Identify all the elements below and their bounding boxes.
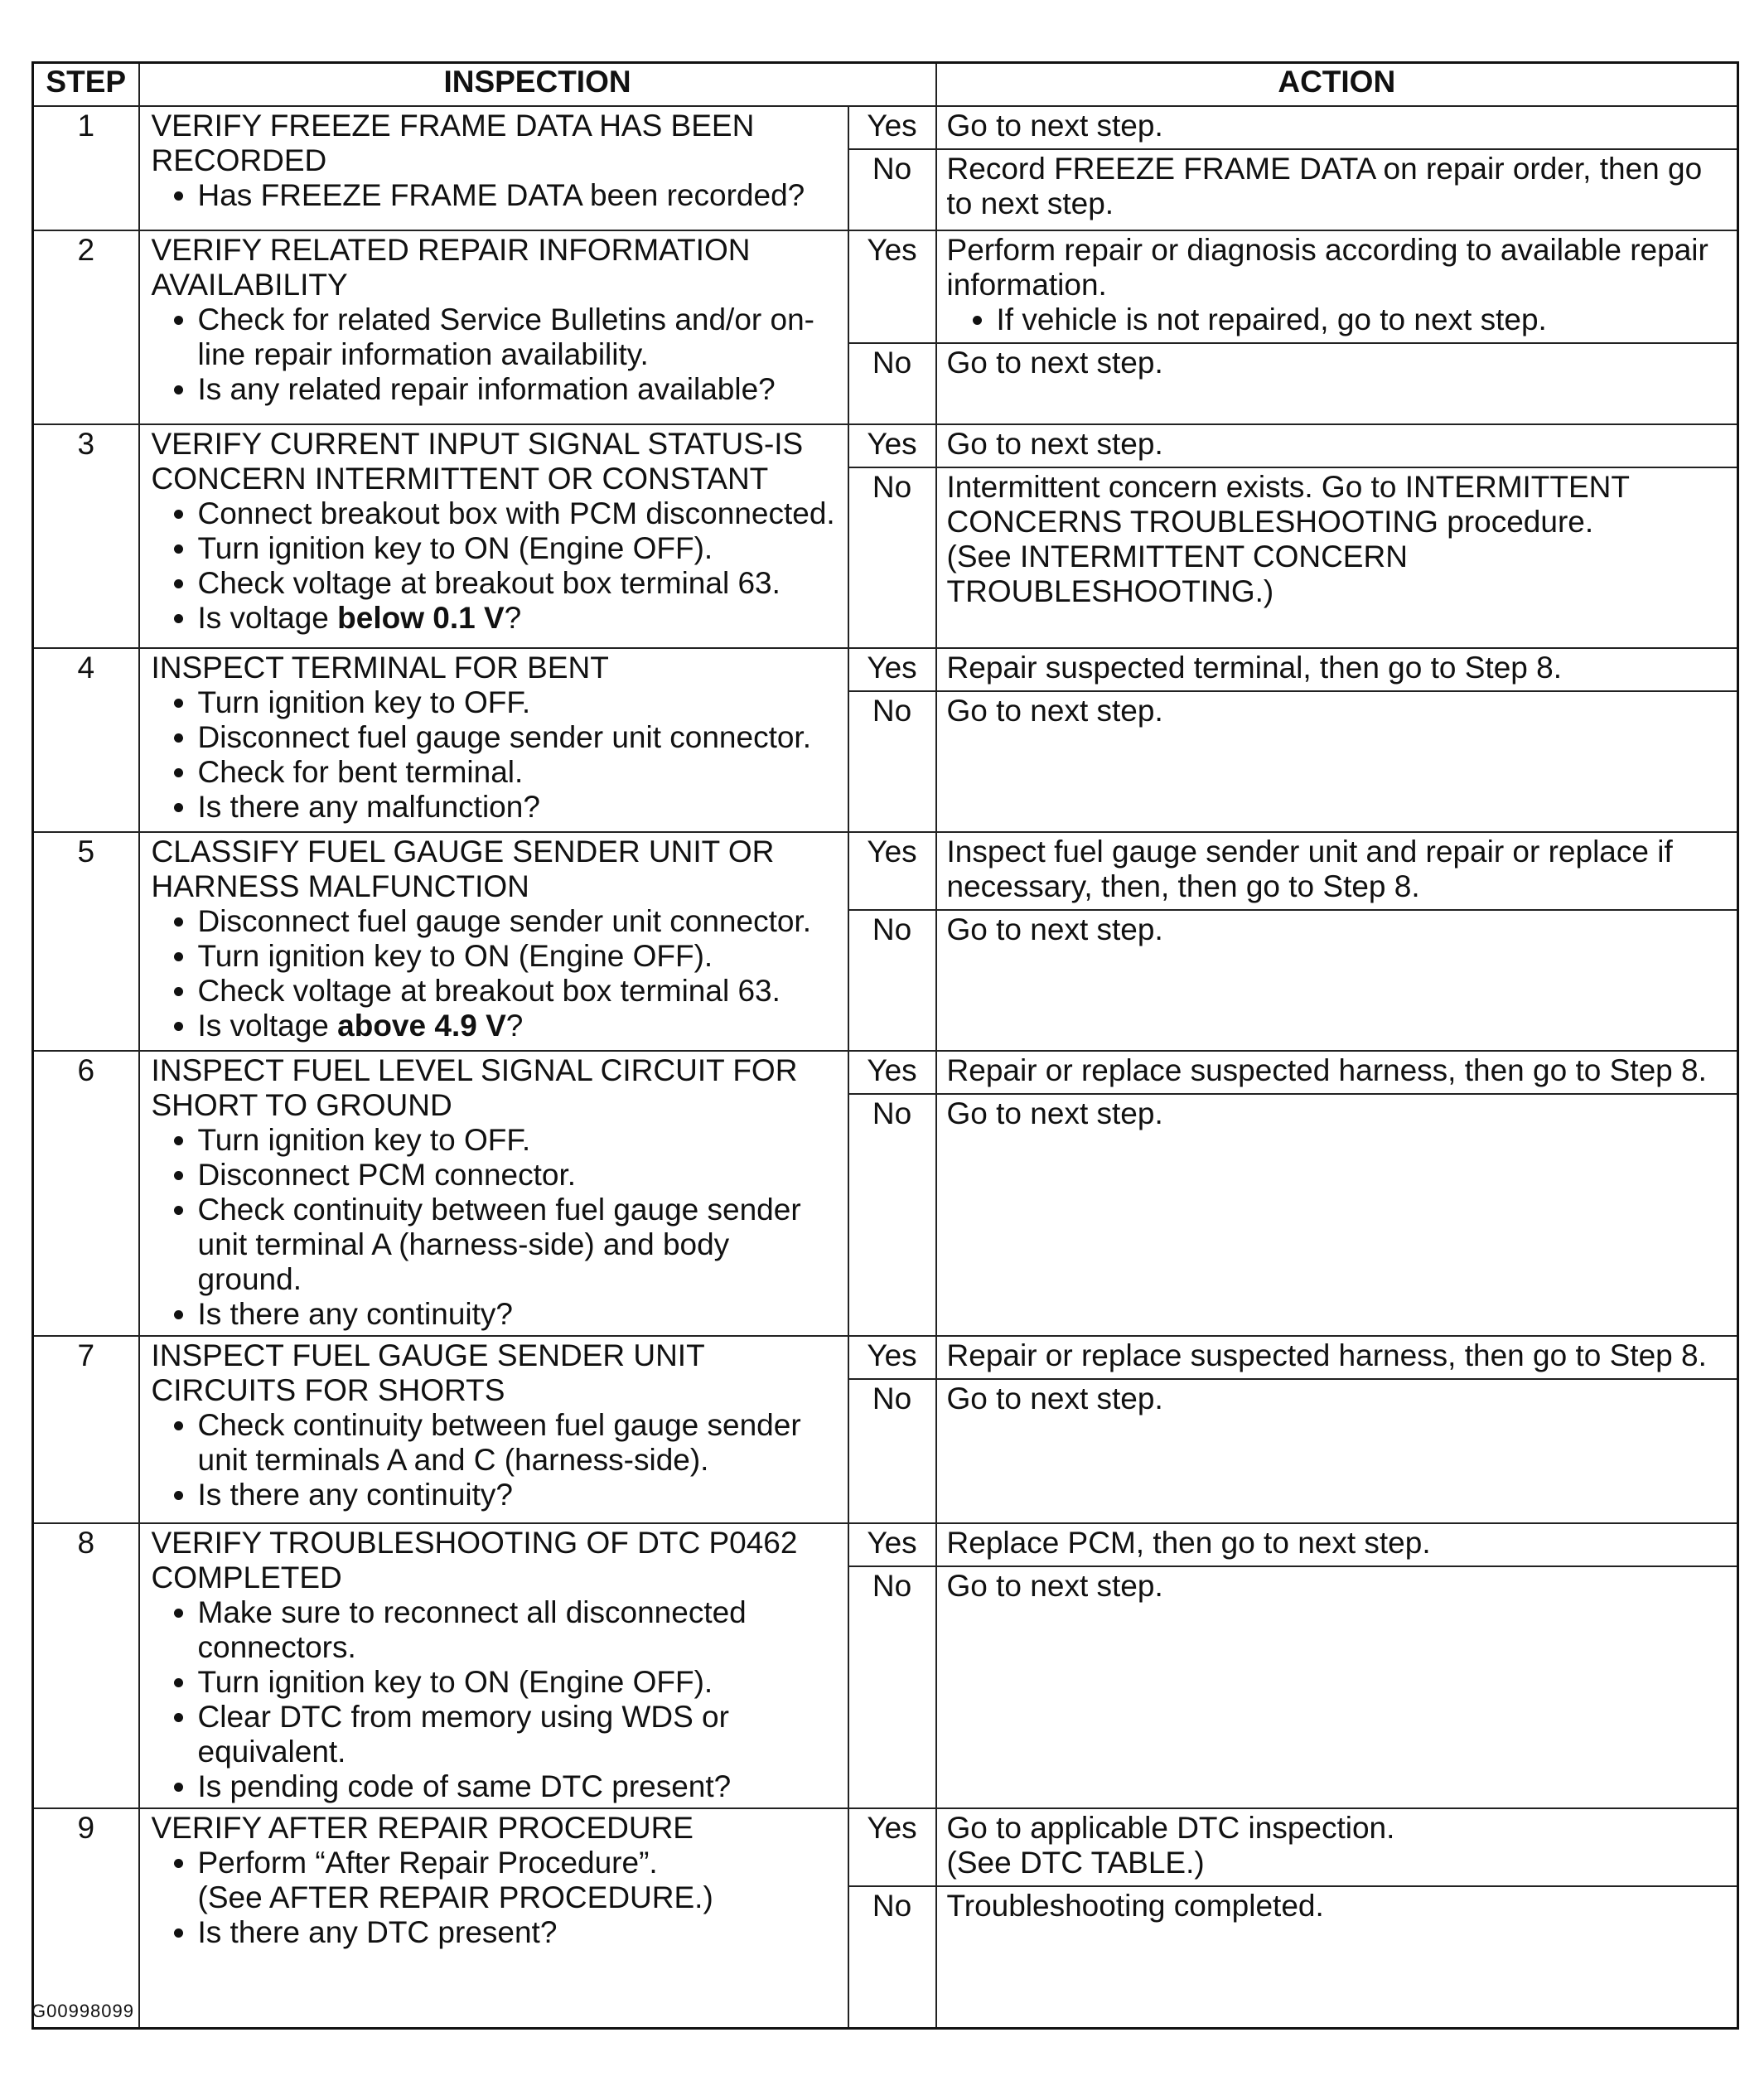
inspection-cell: [139, 1051, 848, 1336]
bullet-text: Is voltage: [197, 600, 338, 635]
inspection-bullets: [152, 1846, 839, 1950]
inspection-title: VERIFY CURRENT INPUT SIGNAL STATUS-IS CONCERN INTERMITTENT OR CONSTANT: [151, 426, 804, 496]
bullet-text: Disconnect fuel gauge sender unit connector.: [197, 903, 811, 938]
bullet-text-end: ?: [505, 1008, 524, 1043]
step-number: 2: [33, 230, 139, 424]
yes-label: Yes: [848, 1336, 936, 1379]
inspection-bullets: [152, 1123, 839, 1332]
inspection-bullet: [198, 1158, 839, 1193]
yes-label: Yes: [848, 832, 936, 910]
yes-action-text: Repair suspected terminal, then go to Step 8.: [946, 650, 1563, 685]
inspection-title: VERIFY RELATED REPAIR INFORMATION AVAILABILITY: [151, 232, 751, 302]
yes-label: Yes: [848, 1051, 936, 1094]
bullet-text: Is there any malfunction?: [197, 789, 540, 824]
inspection-title: CLASSIFY FUEL GAUGE SENDER UNIT OR HARNESS MALFUNCTION: [151, 834, 775, 903]
no-action: [936, 910, 1738, 1051]
no-action: [936, 149, 1738, 230]
inspection-cell: [139, 648, 848, 832]
no-action-text: Troubleshooting completed.: [946, 1888, 1324, 1923]
inspection-column-header: INSPECTION: [139, 63, 936, 106]
yes-action-text: Perform repair or diagnosis according to available repair information.: [946, 232, 1708, 302]
inspection-bullets: [152, 496, 839, 636]
yes-action: [936, 648, 1738, 691]
inspection-bullet: [198, 496, 839, 531]
inspection-bullet: [198, 531, 839, 566]
bullet-text: Is there any continuity?: [197, 1477, 513, 1512]
table-row: [33, 1336, 1738, 1379]
bullet-text: Check for bent terminal.: [197, 754, 524, 789]
inspection-bullet: [198, 1408, 839, 1478]
inspection-title: INSPECT FUEL LEVEL SIGNAL CIRCUIT FOR SHORT TO GROUND: [151, 1053, 798, 1122]
inspection-title: VERIFY TROUBLESHOOTING OF DTC P0462 COMPLETED: [151, 1525, 798, 1595]
step-number: 4: [33, 648, 139, 832]
no-action: [936, 343, 1738, 424]
bullet-text: Is voltage: [197, 1008, 338, 1043]
bullet-text: Perform “After Repair Procedure”.: [197, 1845, 658, 1880]
step-number: 5: [33, 832, 139, 1051]
inspection-title: VERIFY FREEZE FRAME DATA HAS BEEN RECORDED: [151, 108, 755, 177]
step-number: 1: [33, 106, 139, 230]
yes-action: [936, 230, 1738, 343]
yes-label: Yes: [848, 1523, 936, 1566]
no-action-text: Go to next step.: [946, 1096, 1163, 1130]
no-action-text: Go to next step.: [946, 1381, 1163, 1415]
inspection-cell: [139, 1523, 848, 1808]
inspection-bullet: [198, 1123, 839, 1158]
inspection-bullet: [198, 1009, 839, 1043]
inspection-bullets: [152, 1408, 839, 1512]
inspection-bullets: [152, 178, 839, 213]
yes-action-bullet: • If vehicle is not repaired, go to next step.: [997, 302, 1731, 337]
inspection-cell: [139, 1336, 848, 1523]
inspection-bullet: [198, 720, 839, 755]
inspection-bullets: [152, 685, 839, 825]
bullet-emphasis: above 4.9 V: [337, 1008, 506, 1043]
diagnostic-table: [31, 61, 1739, 2030]
inspection-bullet: [198, 1700, 839, 1769]
no-label: No: [848, 467, 936, 648]
no-action-text: Intermittent concern exists. Go to INTERMITTENT CONCERNS TROUBLESHOOTING procedure.: [946, 469, 1630, 539]
inspection-cell: [139, 832, 848, 1051]
yes-label: Yes: [848, 1808, 936, 1886]
inspection-bullet: [198, 372, 839, 407]
inspection-bullets: [152, 1595, 839, 1804]
yes-action-text: Go to next step.: [946, 426, 1163, 461]
bullet-text: Disconnect fuel gauge sender unit connector.: [197, 719, 811, 754]
yes-action-text: Repair or replace suspected harness, then go to Step 8.: [946, 1053, 1707, 1087]
bullet-text: Check voltage at breakout box terminal 63.: [197, 565, 781, 600]
no-action-note: (See INTERMITTENT CONCERN TROUBLESHOOTING.): [946, 539, 1408, 608]
inspection-cell: [139, 1808, 848, 2029]
no-label: No: [848, 1566, 936, 1808]
yes-label: Yes: [848, 106, 936, 149]
yes-action-bullets: [947, 302, 1731, 337]
no-action-text: Record FREEZE FRAME DATA on repair order, then go to next step.: [946, 151, 1703, 220]
no-action: [936, 691, 1738, 832]
step-number: 7: [33, 1336, 139, 1523]
bullet-text: Turn ignition key to OFF.: [197, 685, 531, 719]
bullet-emphasis: below 0.1 V: [337, 600, 505, 635]
yes-action-note: (See DTC TABLE.): [946, 1845, 1205, 1880]
bullet-text: Is pending code of same DTC present?: [197, 1769, 732, 1803]
yes-action: [936, 1523, 1738, 1566]
bullet-text: Has FREEZE FRAME DATA been recorded?: [197, 177, 805, 212]
step-number: 3: [33, 424, 139, 648]
no-label: No: [848, 1094, 936, 1336]
inspection-title: INSPECT TERMINAL FOR BENT: [151, 650, 609, 685]
table-row: [33, 106, 1738, 149]
no-action-text: Go to next step.: [946, 345, 1163, 380]
step-number: 8: [33, 1523, 139, 1808]
bullet-text: Turn ignition key to ON (Engine OFF).: [197, 938, 713, 973]
inspection-bullet: [198, 904, 839, 939]
inspection-cell: [139, 424, 848, 648]
inspection-bullets: [152, 904, 839, 1043]
bullet-text: Connect breakout box with PCM disconnected.: [197, 496, 835, 530]
yes-label: Yes: [848, 424, 936, 467]
no-action-text: Go to next step.: [946, 912, 1163, 946]
yes-action: [936, 424, 1738, 467]
no-label: No: [848, 910, 936, 1051]
inspection-bullet: [198, 790, 839, 825]
no-action: [936, 1566, 1738, 1808]
bullet-text: Check for related Service Bulletins and/or on-line repair information availability.: [197, 302, 814, 371]
yes-action: [936, 832, 1738, 910]
inspection-bullet: [198, 1665, 839, 1700]
inspection-bullet: [198, 1915, 839, 1950]
inspection-bullet: [198, 685, 839, 720]
bullet-text: Turn ignition key to ON (Engine OFF).: [197, 1664, 713, 1699]
inspection-bullet: [198, 1193, 839, 1297]
bullet-text-end: ?: [504, 600, 522, 635]
inspection-bullet: [198, 1769, 839, 1804]
bullet-text: Is there any continuity?: [197, 1296, 513, 1331]
inspection-bullet: [198, 178, 839, 213]
inspection-bullet: [198, 939, 839, 974]
yes-label: Yes: [848, 230, 936, 343]
bullet-text: Check voltage at breakout box terminal 63.: [197, 973, 781, 1008]
yes-action: [936, 1336, 1738, 1379]
bullet-text: Disconnect PCM connector.: [197, 1157, 577, 1192]
table-row: [33, 424, 1738, 467]
table-header-row: [33, 63, 1738, 106]
bullet-text: Make sure to reconnect all disconnected connectors.: [197, 1595, 747, 1664]
bullet-text: Is there any DTC present?: [197, 1914, 558, 1949]
no-action-text: Go to next step.: [946, 1568, 1163, 1603]
bullet-note: (See AFTER REPAIR PROCEDURE.): [197, 1880, 713, 1914]
table-row: [33, 1808, 1738, 1886]
inspection-title: VERIFY AFTER REPAIR PROCEDURE: [151, 1810, 694, 1845]
inspection-bullets: [152, 302, 839, 407]
inspection-bullet: [198, 601, 839, 636]
figure-id: G00998099: [31, 2001, 134, 2021]
inspection-bullet: [198, 1297, 839, 1332]
table-row: [33, 832, 1738, 910]
yes-action-text: Inspect fuel gauge sender unit and repair or replace if necessary, then, then go to Step 8.: [946, 834, 1673, 903]
no-label: No: [848, 1886, 936, 2029]
yes-action-text: Replace PCM, then go to next step.: [946, 1525, 1431, 1560]
no-action: [936, 467, 1738, 648]
no-action: [936, 1379, 1738, 1523]
table-row: [33, 1051, 1738, 1094]
step-number: 6: [33, 1051, 139, 1336]
yes-action-text: Repair or replace suspected harness, then go to Step 8.: [946, 1338, 1707, 1372]
bullet-text: Check continuity between fuel gauge sender unit terminal A (harness-side) and body ground.: [197, 1192, 801, 1296]
step-column-header: STEP: [33, 63, 139, 106]
yes-action: [936, 1051, 1738, 1094]
table-row: [33, 648, 1738, 691]
yes-action: [936, 106, 1738, 149]
step-number: 9: [33, 1808, 139, 2029]
inspection-bullet: [198, 302, 839, 372]
inspection-bullet: [198, 755, 839, 790]
inspection-bullet: [198, 1595, 839, 1665]
inspection-bullet: [198, 566, 839, 601]
table-row: [33, 1523, 1738, 1566]
no-action-text: Go to next step.: [946, 693, 1163, 728]
inspection-bullet: [198, 1846, 839, 1915]
yes-action-text: Go to next step.: [946, 108, 1163, 143]
no-label: No: [848, 343, 936, 424]
no-action: [936, 1886, 1738, 2029]
inspection-cell: [139, 230, 848, 424]
bullet-text: Turn ignition key to OFF.: [197, 1122, 531, 1157]
inspection-bullet: [198, 974, 839, 1009]
action-column-header: ACTION: [936, 63, 1738, 106]
table-row: [33, 230, 1738, 343]
yes-action: [936, 1808, 1738, 1886]
inspection-title: INSPECT FUEL GAUGE SENDER UNIT CIRCUITS FOR SHORTS: [151, 1338, 704, 1407]
bullet-text: Clear DTC from memory using WDS or equivalent.: [197, 1699, 729, 1769]
bullet-text: Is any related repair information available?: [197, 371, 776, 406]
yes-label: Yes: [848, 648, 936, 691]
no-label: No: [848, 1379, 936, 1523]
yes-action-text: Go to applicable DTC inspection.: [946, 1810, 1395, 1845]
bullet-text: Check continuity between fuel gauge sender unit terminals A and C (harness-side).: [197, 1407, 801, 1477]
inspection-bullet: [198, 1478, 839, 1512]
no-label: No: [848, 149, 936, 230]
bullet-text: Turn ignition key to ON (Engine OFF).: [197, 530, 713, 565]
no-label: No: [848, 691, 936, 832]
no-action: [936, 1094, 1738, 1336]
inspection-cell: [139, 106, 848, 230]
